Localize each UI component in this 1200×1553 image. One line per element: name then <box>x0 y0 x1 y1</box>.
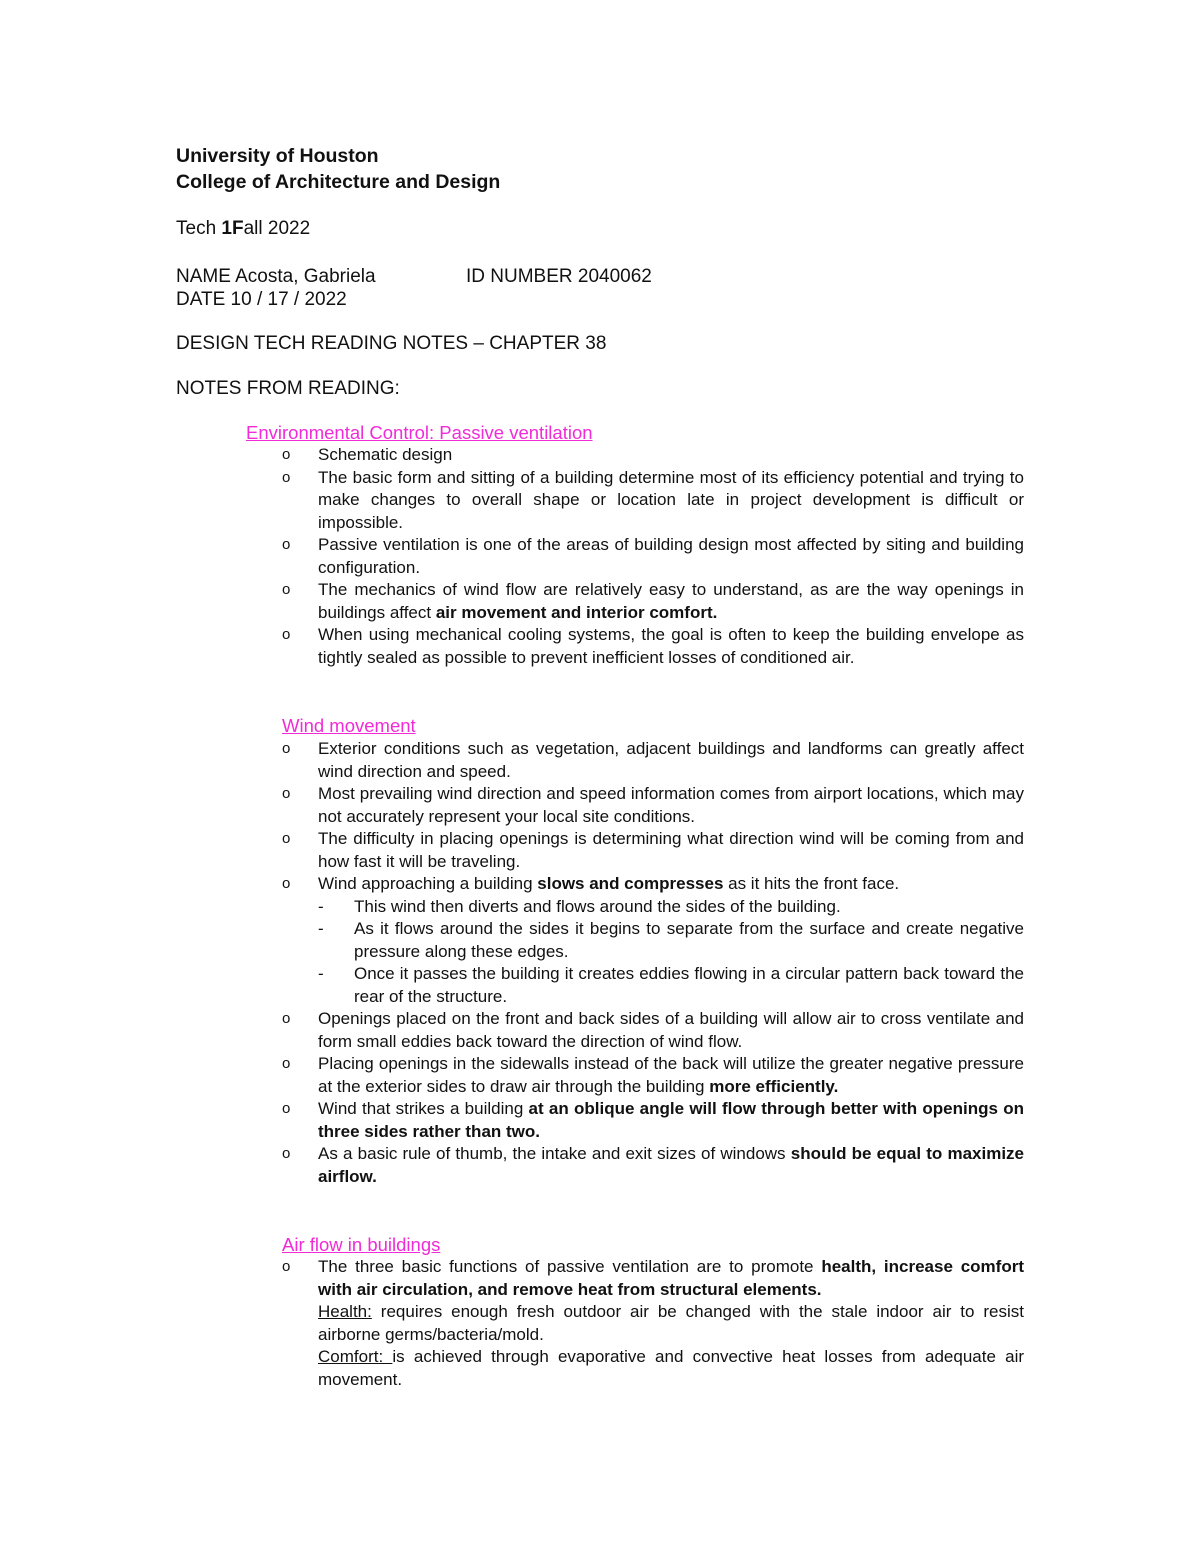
sub-list <box>318 896 1024 1009</box>
list-item <box>282 579 1024 624</box>
list-item <box>282 467 1024 535</box>
bullet-icon: o <box>282 626 291 643</box>
notes-label: NOTES FROM READING: <box>176 378 400 399</box>
item-text: Schematic design <box>318 445 453 464</box>
university-name: University of Houston <box>176 145 379 167</box>
bullet-icon: o <box>282 1055 291 1072</box>
section-title-passive-ventilation: Environmental Control: Passive ventilation <box>246 422 593 443</box>
dash-icon: - <box>318 919 324 938</box>
bullet-icon: o <box>282 1010 291 1027</box>
item-text: Exterior conditions such as vegetation, adjacent buildings and landforms can greatly affect wind direction and speed. <box>318 739 1024 781</box>
list-item <box>282 738 1024 783</box>
item-bold: air movement and interior comfort. <box>435 602 718 622</box>
comfort-label: Comfort: <box>318 1347 393 1366</box>
item-text: As a basic rule of thumb, the intake and exit sizes of windows <box>318 1144 791 1163</box>
sub-item-text: As it flows around the sides it begins to separate from the surface and create negative pressure along these edges. <box>354 919 1024 961</box>
chapter-title: DESIGN TECH READING NOTES – CHAPTER 38 <box>176 333 607 354</box>
item-text: Wind approaching a building <box>318 874 538 893</box>
section-list-wind-movement <box>282 738 1024 1188</box>
bullet-icon: o <box>282 536 291 553</box>
bullet-icon: o <box>282 785 291 802</box>
item-bold: . <box>535 1121 541 1141</box>
date-line: DATE 10 / 17 / 2022 <box>176 289 347 310</box>
health-label: Health: <box>318 1302 372 1321</box>
dash-icon: - <box>318 964 324 983</box>
institution-header <box>176 143 500 195</box>
sub-item-text: This wind then diverts and flows around the sides of the building. <box>354 896 841 916</box>
bullet-icon: o <box>282 1100 291 1117</box>
list-item <box>282 828 1024 873</box>
sub-list-item <box>318 896 1024 919</box>
item-bold: more efficiently. <box>709 1076 839 1096</box>
student-name: NAME Acosta, Gabriela <box>176 266 376 287</box>
item-text: The mechanics of wind flow are relatively easy to understand, as are the way openings in buildings affect <box>318 580 1024 622</box>
health-paragraph <box>318 1301 1024 1346</box>
list-item <box>282 1008 1024 1053</box>
list-item <box>282 783 1024 828</box>
sub-list-item <box>318 963 1024 1008</box>
item-text: Most prevailing wind direction and speed information comes from airport locations, which may not accurately represent your local site conditions. <box>318 784 1024 826</box>
section-title-wind-movement: Wind movement <box>282 715 416 736</box>
bullet-icon: o <box>282 1258 291 1275</box>
item-text: The basic form and sitting of a building determine most of its efficiency potential and trying to make changes to overall shape or location late in project development is difficult or impossible. <box>318 467 1024 532</box>
item-bold: should be equal to maximize airflow. <box>318 1144 1024 1186</box>
term-rest: all 2022 <box>243 218 311 239</box>
item-bold: slows and compresses <box>537 874 724 893</box>
list-item <box>282 1053 1024 1098</box>
sub-item-text: Once it passes the building it creates eddies flowing in a circular pattern back toward the rear of the structure. <box>354 964 1024 1006</box>
course-term <box>176 217 310 240</box>
item-text: The three basic functions of passive ventilation are to promote <box>318 1257 822 1276</box>
student-id: ID NUMBER 2040062 <box>466 266 652 287</box>
item-bold: at an oblique angle will flow through better with openings on three sides rather than two <box>318 1099 1024 1141</box>
section-list-air-flow <box>282 1256 1024 1391</box>
course-number: 1 <box>221 218 232 239</box>
item-bold: health, increase comfort with air circulation, and remove heat from structural elements. <box>318 1257 1024 1299</box>
item-text: Placing openings in the sidewalls instead of the back will utilize the greater negative pressure at the exterior sides to draw air through the building <box>318 1054 1024 1096</box>
comfort-paragraph <box>318 1346 1024 1391</box>
bullet-icon: o <box>282 1145 291 1162</box>
item-text: Wind that strikes a building <box>318 1099 529 1118</box>
bullet-icon: o <box>282 446 291 463</box>
comfort-text: is achieved through evaporative and convective heat losses from adequate air movement. <box>318 1347 1025 1389</box>
item-text: Openings placed on the front and back sides of a building will allow air to cross ventilate and form small eddies back toward the direction of wind flow. <box>318 1009 1024 1051</box>
college-name: College of Architecture and Design <box>176 171 501 193</box>
list-item <box>282 624 1024 669</box>
list-item <box>282 1143 1024 1188</box>
item-text: When using mechanical cooling systems, the goal is often to keep the building envelope as tightly sealed as possible to prevent inefficient losses of conditioned air. <box>318 625 1024 667</box>
list-item <box>282 1256 1024 1391</box>
section-title-air-flow: Air flow in buildings <box>282 1234 441 1255</box>
list-item <box>282 1098 1024 1143</box>
item-text: Passive ventilation is one of the areas of building design most affected by siting and building configuration. <box>318 535 1024 577</box>
list-item <box>282 534 1024 579</box>
sub-list-item <box>318 918 1024 963</box>
section-list-passive-ventilation <box>282 444 1024 669</box>
bullet-icon: o <box>282 581 291 598</box>
health-text: requires enough fresh outdoor air be changed with the stale indoor air to resist airborne germs/bacteria/mold. <box>318 1302 1024 1344</box>
item-text: as it hits the front face. <box>723 874 900 893</box>
course-name: Tech <box>176 218 222 239</box>
list-item <box>282 444 1024 467</box>
term-initial: F <box>232 218 244 239</box>
bullet-icon: o <box>282 875 291 892</box>
item-text: The difficulty in placing openings is determining what direction wind will be coming from and how fast it will be traveling. <box>318 829 1024 871</box>
bullet-icon: o <box>282 468 291 486</box>
bullet-icon: o <box>282 830 291 847</box>
bullet-icon: o <box>282 740 291 757</box>
list-item <box>282 873 1024 1008</box>
dash-icon: - <box>318 896 324 916</box>
student-info <box>176 265 652 311</box>
